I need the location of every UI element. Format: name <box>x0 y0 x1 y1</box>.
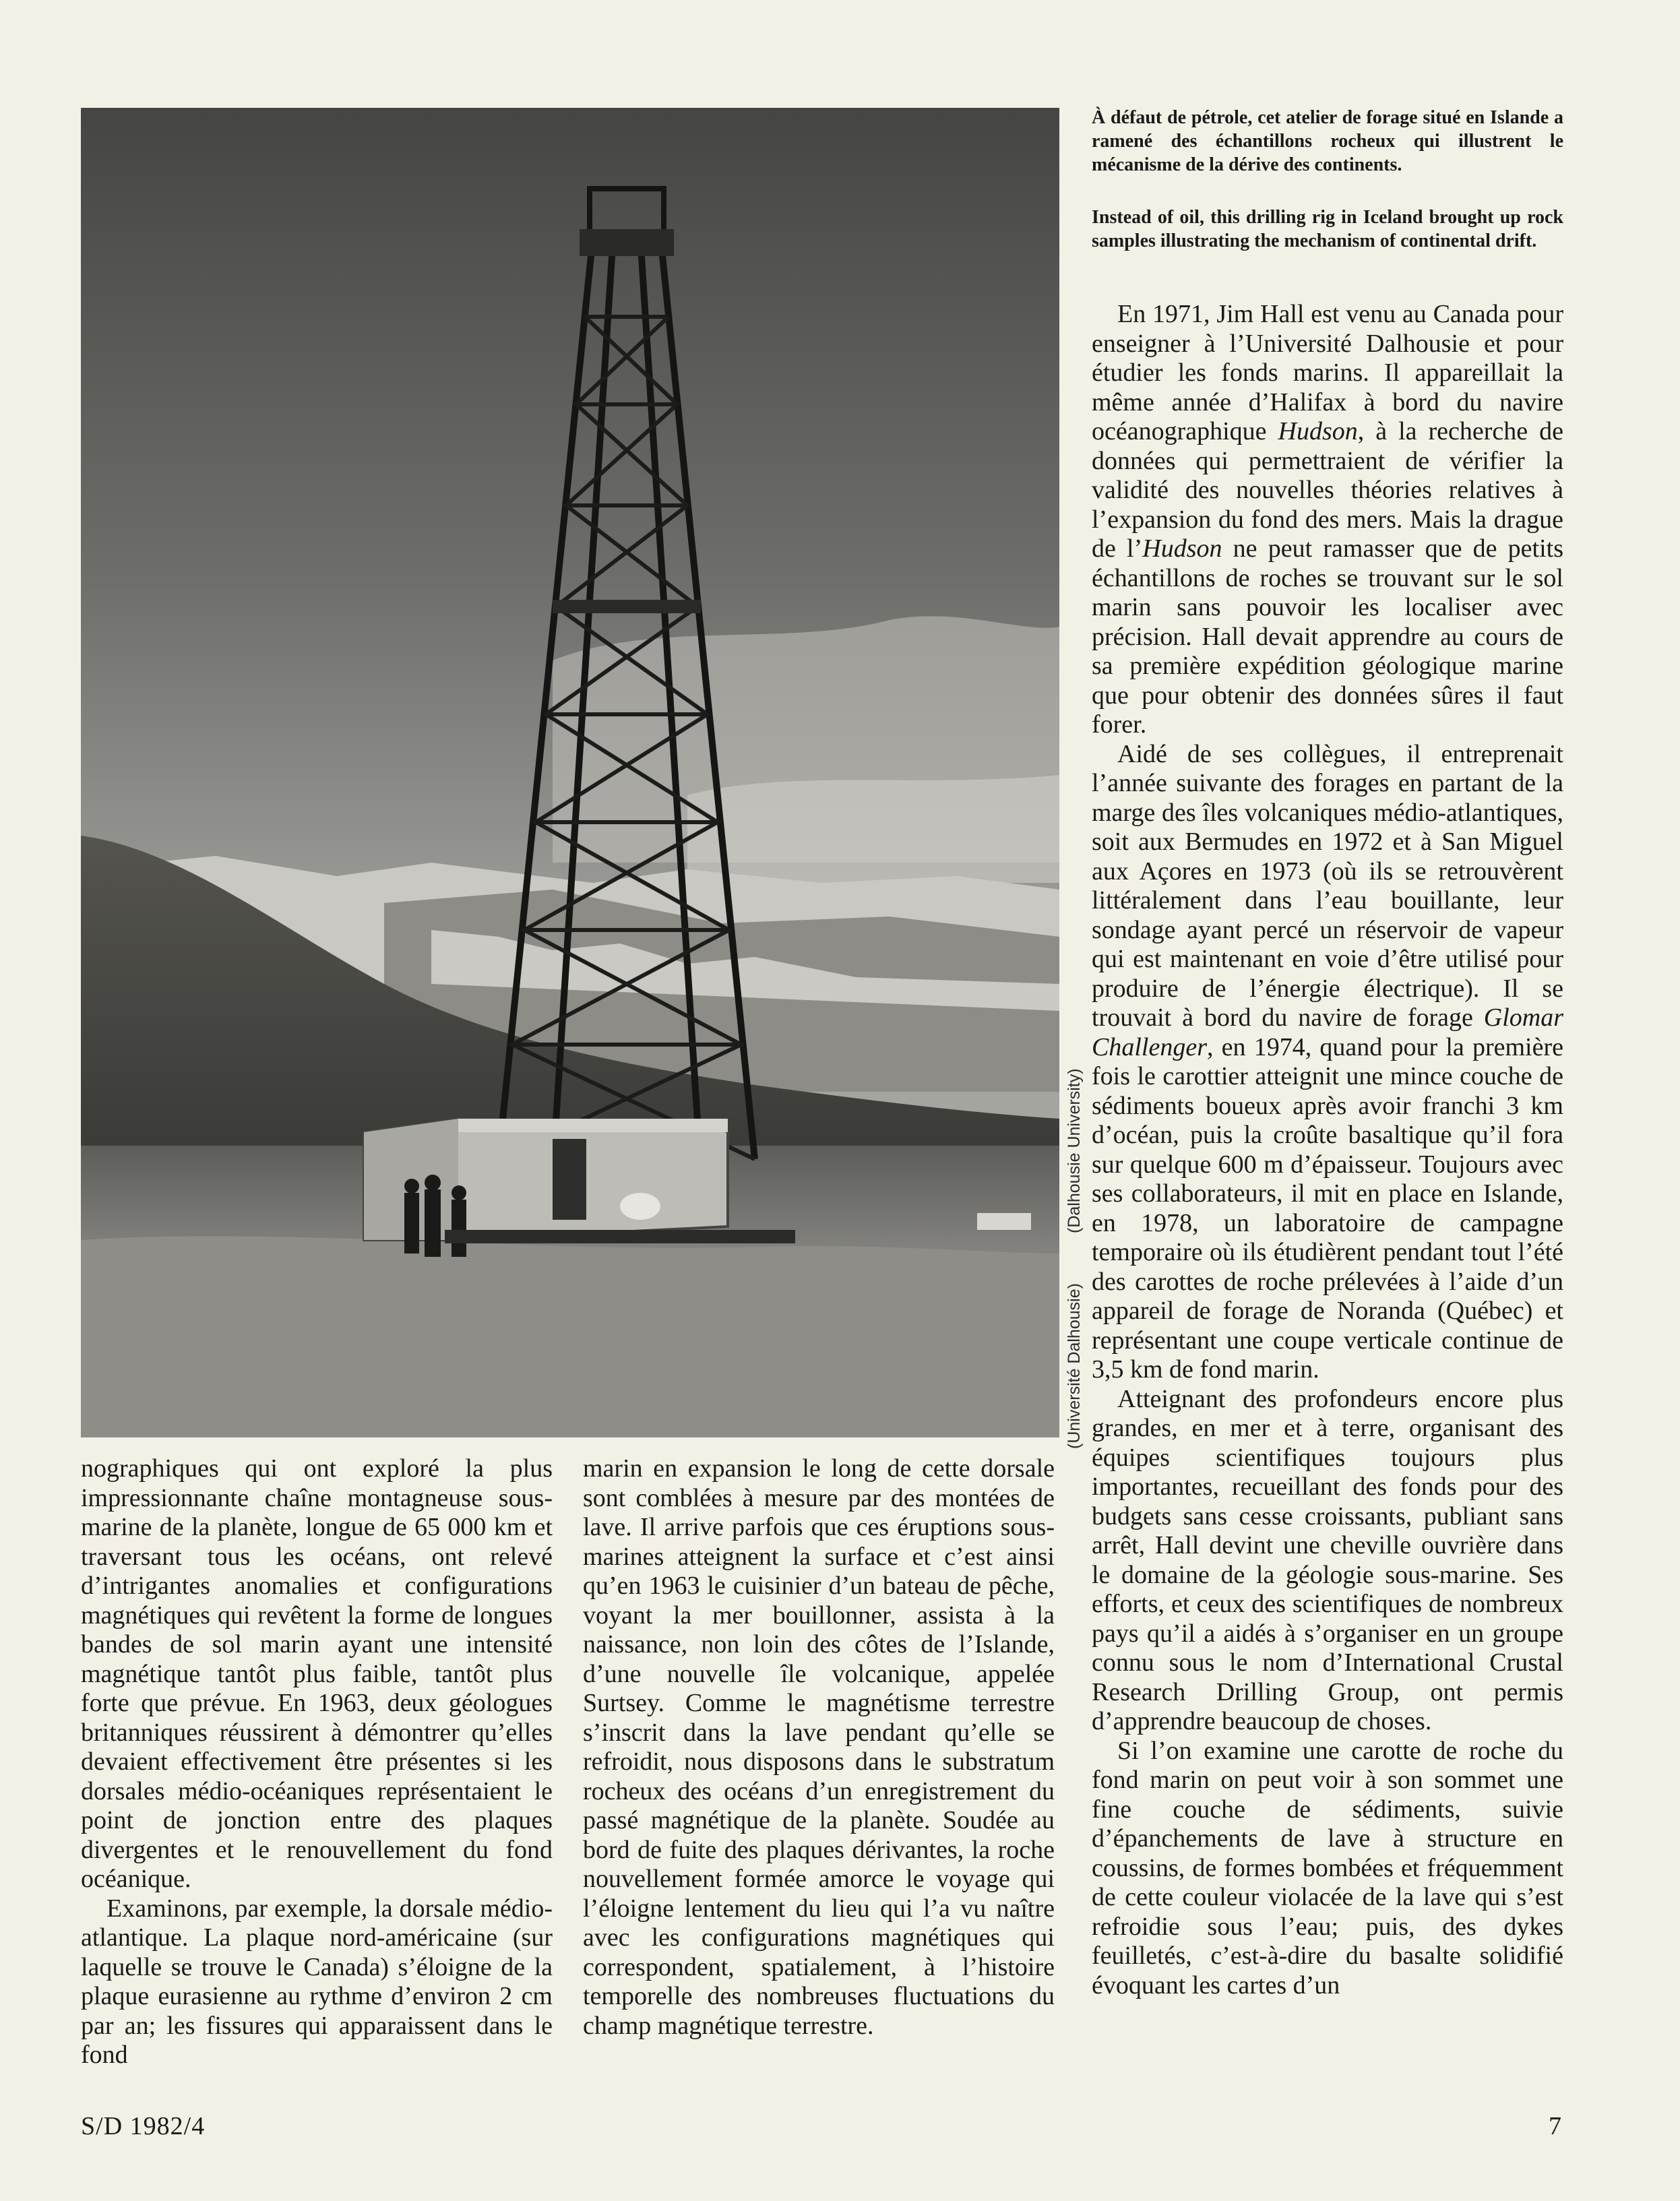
caption-french: À défaut de pétrole, cet atelier de forage situé en Islande a ramené des échantillons rocheux qui illustrent le mécanisme de la dérive des continents. <box>1092 107 1563 175</box>
paragraph: nographiques qui ont exploré la plus impressionnante chaîne montagneuse sous-marine de la planète, longue de 65 000 km et traversant tous les océans, ont relevé d’intrigantes anomalies et configurations magnétiques qui revêtent la forme de longues bandes de sol marin ayant une intensité magnétique tantôt plus faible, tantôt plus forte que prévue. En 1963, deux géologues britanniques réussirent à démontrer qu’elles devaient effectivement être présentes si les dorsales médio-océaniques représentaient le point de jonction entre des plaques divergentes et le renouvellement du fond océanique. <box>81 1454 553 1893</box>
article-column-left <box>81 1454 553 2070</box>
issue-footer: S/D 1982/4 <box>81 2112 206 2140</box>
ship-name: Hudson <box>1142 534 1222 563</box>
article-column-right <box>1092 300 1563 2000</box>
ship-name: Hudson <box>1278 417 1358 445</box>
paragraph: marin en expansion le long de cette dorsale sont comblées à mesure par des montées de lave. Il arrive parfois que ces éruptions sous-marines atteignent la surface et c’est ainsi qu’en 1963 le cuisinier d’un bateau de pêche, voyant la mer bouillonner, assista à la naissance, non loin des côtes de l’Islande, d’une nouvelle île volcanique, appelée Surtsey. Comme le magnétisme terrestre s’inscrit dans la lave pendant qu’elle se refroidit, nous disposons dans le substratum rocheux des océans d’un enregistrement du passé magnétique de la planète. Soudée au bord de fuite des plaques dérivantes, la roche nouvellement formée amorce le voyage qui l’éloigne lentement du lieu qui l’a vu naître avec les configurations magnétiques qui correspondent, spatialement, à l’histoire temporelle des nombreuses fluctuations du champ magnétique terrestre. <box>583 1454 1055 2040</box>
photo-credit <box>1061 1068 1094 1456</box>
article-column-middle <box>583 1454 1055 2041</box>
caption-english: Instead of oil, this drilling rig in Iceland brought up rock samples illustrating the mechanism of continental drift. <box>1092 207 1563 251</box>
page-number: 7 <box>1549 2112 1561 2140</box>
photo-credit-en: (Dalhousie University) <box>1065 1068 1084 1233</box>
photo-credit-fr: (Université Dalhousie) <box>1065 1283 1084 1449</box>
paragraph: Atteignant des profondeurs encore plus grandes, en mer et à terre, organisant des équipes scientifiques toujours plus importantes, recueillant des fonds pour des budgets sans cesse croissants, publiant sans arrêt, Hall devint une cheville ouvrière dans le domaine de la géologie sous-marine. Ses efforts, et ceux des scientifiques de nombreux pays qu’il a aidés à s’organiser en un groupe connu sous le nom d’International Crustal Research Drilling Group, ont permis d’apprendre beaucoup de choses. <box>1092 1384 1563 1735</box>
ship-name: Glomar Challenger <box>1092 1003 1563 1061</box>
paragraph: En 1971, Jim Hall est venu au Canada pour enseigner à l’Université Dalhousie et pour étudier les fonds marins. Il appareillait la même année d’Halifax à bord du navire océanographique Hudson, à la recherche de données qui permettraient de vérifier la validité des nouvelles théories relatives à l’expansion du fond des mers. Mais la drague de l’Hudson ne peut ramasser que de petits échantillons de roches se trouvant sur le sol marin sans pouvoir les localiser avec précision. Hall devait apprendre au cours de sa première expédition géologique marine que pour obtenir des données sûres il faut forer. <box>1092 300 1564 739</box>
drilling-rig-photo <box>81 108 1059 1437</box>
paragraph: Aidé de ses collègues, il entreprenait l’année suivante des forages en partant de la marge des îles volcaniques médio-atlantiques, soit aux Bermudes en 1972 et à San Miguel aux Açores en 1973 (où ils se retrouvèrent littéralement dans l’eau bouillante, leur sondage ayant percé un réservoir de vapeur qui est maintenant en voie d’être utilisé pour produire de l’énergie électrique). Il se trouvait à bord du navire de forage Glomar Challenger, en 1974, quand pour la première fois le carottier atteignit une mince couche de sédiments boueux après avoir franchi 3 km d’océan, puis la croûte basaltique qu’il fora sur quelque 600 m d’épaisseur. Toujours avec ses collaborateurs, il mit en place en Islande, en 1978, un laboratoire de campagne temporaire où ils étudièrent pendant tout l’été des carottes de roche prélevées à l’aide d’un appareil de forage de Noranda (Québec) et représentant une coupe verticale continue de 3,5 km de fond marin. <box>1092 739 1563 1384</box>
paragraph: Si l’on examine une carotte de roche du fond marin on peut voir à son sommet une fine couche de sédiments, suivie d’épanchements de lave à structure en coussins, de formes bombées et fréquemment de cette couleur violacée de la lave qui s’est refroidie sous l’eau; puis, des dykes feuilletés, c’est-à-dire du basalte solidifié évoquant les cartes d’un <box>1092 1736 1563 2000</box>
paragraph: Examinons, par exemple, la dorsale médio-atlantique. La plaque nord-américaine (sur laquelle se trouve le Canada) s’éloigne de la plaque eurasienne au rythme d’environ 2 cm par an; les fissures qui apparaissent dans le fond <box>81 1894 553 2069</box>
